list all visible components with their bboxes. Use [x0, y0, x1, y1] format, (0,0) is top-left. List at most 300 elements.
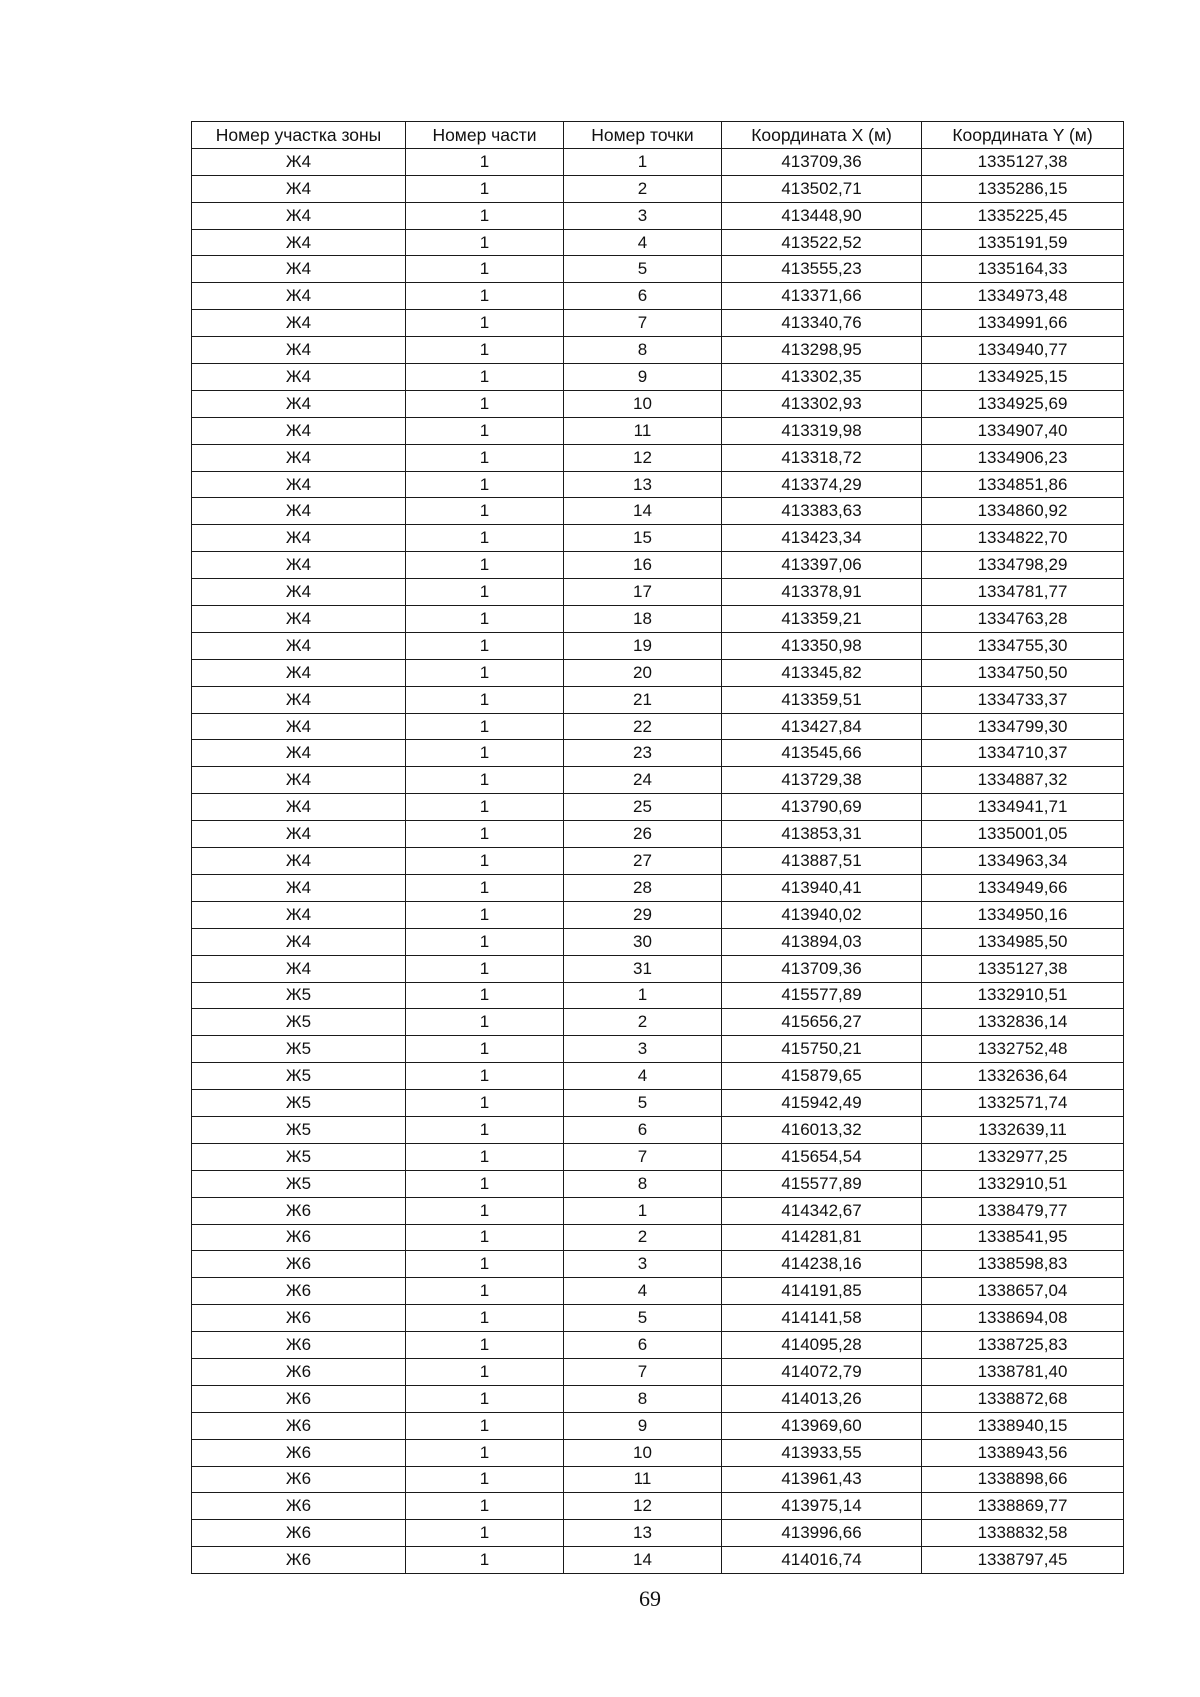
cell-zone-section: Ж5: [192, 982, 406, 1009]
cell-point-number: 3: [564, 1251, 722, 1278]
cell-point-number: 22: [564, 713, 722, 740]
cell-coordinate-y: 1334755,30: [922, 632, 1124, 659]
cell-zone-section: Ж4: [192, 471, 406, 498]
cell-coordinate-x: 413359,21: [722, 606, 922, 633]
cell-part-number: 1: [406, 848, 564, 875]
table-row: [192, 901, 1124, 928]
cell-coordinate-x: 413709,36: [722, 148, 922, 175]
cell-point-number: 3: [564, 202, 722, 229]
table-row: [192, 848, 1124, 875]
header-part-number: Номер части: [406, 122, 564, 149]
cell-point-number: 7: [564, 310, 722, 337]
cell-part-number: 1: [406, 1278, 564, 1305]
cell-coordinate-x: 415577,89: [722, 982, 922, 1009]
table-row: [192, 955, 1124, 982]
cell-point-number: 31: [564, 955, 722, 982]
cell-coordinate-y: 1338869,77: [922, 1493, 1124, 1520]
cell-part-number: 1: [406, 1466, 564, 1493]
cell-coordinate-y: 1338598,83: [922, 1251, 1124, 1278]
cell-coordinate-y: 1335191,59: [922, 229, 1124, 256]
cell-coordinate-x: 413427,84: [722, 713, 922, 740]
table-row: [192, 1224, 1124, 1251]
cell-part-number: 1: [406, 1009, 564, 1036]
cell-zone-section: Ж6: [192, 1385, 406, 1412]
table-row: [192, 982, 1124, 1009]
cell-part-number: 1: [406, 525, 564, 552]
cell-coordinate-x: 413359,51: [722, 686, 922, 713]
cell-coordinate-y: 1334733,37: [922, 686, 1124, 713]
table-row: [192, 1385, 1124, 1412]
cell-part-number: 1: [406, 471, 564, 498]
cell-coordinate-y: 1335286,15: [922, 175, 1124, 202]
cell-point-number: 5: [564, 256, 722, 283]
cell-coordinate-y: 1338694,08: [922, 1305, 1124, 1332]
cell-part-number: 1: [406, 1332, 564, 1359]
cell-coordinate-x: 413940,41: [722, 874, 922, 901]
cell-point-number: 29: [564, 901, 722, 928]
cell-point-number: 2: [564, 1009, 722, 1036]
cell-part-number: 1: [406, 794, 564, 821]
cell-zone-section: Ж4: [192, 767, 406, 794]
cell-coordinate-y: 1338940,15: [922, 1412, 1124, 1439]
cell-coordinate-x: 413423,34: [722, 525, 922, 552]
cell-zone-section: Ж5: [192, 1170, 406, 1197]
cell-point-number: 25: [564, 794, 722, 821]
cell-part-number: 1: [406, 1170, 564, 1197]
table-row: [192, 1358, 1124, 1385]
cell-part-number: 1: [406, 202, 564, 229]
cell-zone-section: Ж6: [192, 1358, 406, 1385]
cell-point-number: 10: [564, 1439, 722, 1466]
cell-coordinate-x: 413318,72: [722, 444, 922, 471]
cell-zone-section: Ж4: [192, 848, 406, 875]
cell-point-number: 1: [564, 148, 722, 175]
cell-coordinate-y: 1335225,45: [922, 202, 1124, 229]
table-row: [192, 417, 1124, 444]
cell-zone-section: Ж4: [192, 283, 406, 310]
cell-zone-section: Ж5: [192, 1009, 406, 1036]
table-row: [192, 1170, 1124, 1197]
cell-coordinate-x: 414191,85: [722, 1278, 922, 1305]
cell-coordinate-y: 1335127,38: [922, 148, 1124, 175]
table-row: [192, 1332, 1124, 1359]
cell-part-number: 1: [406, 901, 564, 928]
cell-zone-section: Ж4: [192, 794, 406, 821]
cell-coordinate-y: 1334940,77: [922, 337, 1124, 364]
cell-part-number: 1: [406, 1197, 564, 1224]
cell-part-number: 1: [406, 283, 564, 310]
cell-part-number: 1: [406, 1116, 564, 1143]
cell-point-number: 16: [564, 552, 722, 579]
cell-part-number: 1: [406, 632, 564, 659]
cell-zone-section: Ж4: [192, 659, 406, 686]
cell-point-number: 8: [564, 1385, 722, 1412]
cell-point-number: 30: [564, 928, 722, 955]
cell-coordinate-y: 1332836,14: [922, 1009, 1124, 1036]
cell-coordinate-y: 1334985,50: [922, 928, 1124, 955]
cell-point-number: 14: [564, 1547, 722, 1574]
cell-coordinate-y: 1332910,51: [922, 1170, 1124, 1197]
table-row: [192, 337, 1124, 364]
table-row: [192, 1493, 1124, 1520]
cell-coordinate-y: 1334991,66: [922, 310, 1124, 337]
cell-part-number: 1: [406, 955, 564, 982]
cell-part-number: 1: [406, 1063, 564, 1090]
table-row: [192, 202, 1124, 229]
cell-coordinate-y: 1335164,33: [922, 256, 1124, 283]
cell-zone-section: Ж4: [192, 579, 406, 606]
cell-point-number: 12: [564, 1493, 722, 1520]
table-row: [192, 794, 1124, 821]
table-row: [192, 1520, 1124, 1547]
cell-point-number: 14: [564, 498, 722, 525]
cell-point-number: 12: [564, 444, 722, 471]
cell-coordinate-y: 1338657,04: [922, 1278, 1124, 1305]
cell-part-number: 1: [406, 310, 564, 337]
table-row: [192, 713, 1124, 740]
table-row: [192, 821, 1124, 848]
cell-zone-section: Ж6: [192, 1547, 406, 1574]
cell-zone-section: Ж4: [192, 229, 406, 256]
cell-coordinate-y: 1335001,05: [922, 821, 1124, 848]
cell-coordinate-y: 1334860,92: [922, 498, 1124, 525]
cell-part-number: 1: [406, 1412, 564, 1439]
cell-zone-section: Ж4: [192, 498, 406, 525]
cell-coordinate-y: 1334925,69: [922, 390, 1124, 417]
cell-coordinate-y: 1334941,71: [922, 794, 1124, 821]
cell-part-number: 1: [406, 1439, 564, 1466]
cell-coordinate-x: 413319,98: [722, 417, 922, 444]
cell-point-number: 15: [564, 525, 722, 552]
cell-point-number: 18: [564, 606, 722, 633]
cell-coordinate-y: 1334710,37: [922, 740, 1124, 767]
cell-point-number: 2: [564, 175, 722, 202]
page-number: 69: [639, 1586, 661, 1611]
cell-zone-section: Ж5: [192, 1090, 406, 1117]
cell-zone-section: Ж6: [192, 1332, 406, 1359]
table-body: [192, 148, 1124, 1573]
cell-coordinate-y: 1338943,56: [922, 1439, 1124, 1466]
cell-coordinate-x: 414281,81: [722, 1224, 922, 1251]
cell-point-number: 7: [564, 1143, 722, 1170]
table-row: [192, 1036, 1124, 1063]
cell-part-number: 1: [406, 1143, 564, 1170]
cell-point-number: 9: [564, 364, 722, 391]
cell-zone-section: Ж4: [192, 444, 406, 471]
table-row: [192, 525, 1124, 552]
table-row: [192, 928, 1124, 955]
cell-zone-section: Ж4: [192, 417, 406, 444]
cell-coordinate-x: 416013,32: [722, 1116, 922, 1143]
cell-coordinate-x: 413378,91: [722, 579, 922, 606]
cell-coordinate-x: 413933,55: [722, 1439, 922, 1466]
cell-coordinate-x: 413996,66: [722, 1520, 922, 1547]
table-row: [192, 310, 1124, 337]
cell-coordinate-x: 415879,65: [722, 1063, 922, 1090]
table-row: [192, 283, 1124, 310]
cell-zone-section: Ж5: [192, 1116, 406, 1143]
cell-zone-section: Ж4: [192, 310, 406, 337]
cell-zone-section: Ж6: [192, 1439, 406, 1466]
cell-point-number: 8: [564, 1170, 722, 1197]
cell-coordinate-x: 413371,66: [722, 283, 922, 310]
cell-coordinate-y: 1334822,70: [922, 525, 1124, 552]
cell-part-number: 1: [406, 1090, 564, 1117]
cell-part-number: 1: [406, 256, 564, 283]
cell-point-number: 26: [564, 821, 722, 848]
cell-coordinate-x: 413522,52: [722, 229, 922, 256]
table-row: [192, 1009, 1124, 1036]
cell-part-number: 1: [406, 1224, 564, 1251]
cell-part-number: 1: [406, 337, 564, 364]
cell-part-number: 1: [406, 417, 564, 444]
cell-zone-section: Ж5: [192, 1143, 406, 1170]
cell-coordinate-x: 415942,49: [722, 1090, 922, 1117]
cell-coordinate-x: 414342,67: [722, 1197, 922, 1224]
cell-coordinate-x: 413545,66: [722, 740, 922, 767]
cell-part-number: 1: [406, 444, 564, 471]
cell-coordinate-y: 1332977,25: [922, 1143, 1124, 1170]
table-row: [192, 1063, 1124, 1090]
table-row: [192, 767, 1124, 794]
table-row: [192, 1439, 1124, 1466]
cell-part-number: 1: [406, 1385, 564, 1412]
cell-coordinate-y: 1338797,45: [922, 1547, 1124, 1574]
cell-part-number: 1: [406, 713, 564, 740]
cell-coordinate-x: 413345,82: [722, 659, 922, 686]
cell-coordinate-y: 1338832,58: [922, 1520, 1124, 1547]
cell-coordinate-x: 413709,36: [722, 955, 922, 982]
cell-zone-section: Ж6: [192, 1520, 406, 1547]
cell-coordinate-y: 1334973,48: [922, 283, 1124, 310]
cell-coordinate-x: 413302,93: [722, 390, 922, 417]
table-row: [192, 1278, 1124, 1305]
cell-point-number: 4: [564, 1278, 722, 1305]
cell-part-number: 1: [406, 1493, 564, 1520]
cell-zone-section: Ж6: [192, 1412, 406, 1439]
cell-point-number: 1: [564, 982, 722, 1009]
cell-zone-section: Ж5: [192, 1036, 406, 1063]
table-row: [192, 1412, 1124, 1439]
cell-zone-section: Ж4: [192, 606, 406, 633]
cell-point-number: 24: [564, 767, 722, 794]
cell-zone-section: Ж4: [192, 821, 406, 848]
table-row: [192, 364, 1124, 391]
cell-part-number: 1: [406, 740, 564, 767]
table-row: [192, 175, 1124, 202]
cell-point-number: 6: [564, 283, 722, 310]
table-row: [192, 498, 1124, 525]
cell-zone-section: Ж4: [192, 713, 406, 740]
table-row: [192, 552, 1124, 579]
cell-part-number: 1: [406, 606, 564, 633]
cell-point-number: 17: [564, 579, 722, 606]
table-row: [192, 632, 1124, 659]
cell-point-number: 2: [564, 1224, 722, 1251]
table-row: [192, 256, 1124, 283]
header-coordinate-y: Координата Y (м): [922, 122, 1124, 149]
cell-coordinate-y: 1332639,11: [922, 1116, 1124, 1143]
cell-coordinate-x: 413397,06: [722, 552, 922, 579]
cell-coordinate-y: 1334750,50: [922, 659, 1124, 686]
cell-point-number: 8: [564, 337, 722, 364]
cell-zone-section: Ж4: [192, 202, 406, 229]
cell-coordinate-x: 413302,35: [722, 364, 922, 391]
cell-coordinate-y: 1332910,51: [922, 982, 1124, 1009]
cell-coordinate-x: 414141,58: [722, 1305, 922, 1332]
cell-point-number: 28: [564, 874, 722, 901]
cell-point-number: 10: [564, 390, 722, 417]
header-coordinate-x: Координата X (м): [722, 122, 922, 149]
cell-part-number: 1: [406, 1547, 564, 1574]
cell-zone-section: Ж4: [192, 337, 406, 364]
cell-coordinate-x: 414238,16: [722, 1251, 922, 1278]
cell-zone-section: Ж6: [192, 1224, 406, 1251]
cell-part-number: 1: [406, 1520, 564, 1547]
table-row: [192, 686, 1124, 713]
cell-zone-section: Ж4: [192, 148, 406, 175]
table-header-row: [192, 122, 1124, 149]
cell-part-number: 1: [406, 686, 564, 713]
cell-part-number: 1: [406, 874, 564, 901]
table-row: [192, 390, 1124, 417]
cell-part-number: 1: [406, 659, 564, 686]
cell-coordinate-x: 414013,26: [722, 1385, 922, 1412]
cell-part-number: 1: [406, 982, 564, 1009]
cell-coordinate-x: 413894,03: [722, 928, 922, 955]
table-row: [192, 1090, 1124, 1117]
cell-coordinate-x: 413502,71: [722, 175, 922, 202]
cell-coordinate-x: 415654,54: [722, 1143, 922, 1170]
cell-coordinate-y: 1338479,77: [922, 1197, 1124, 1224]
cell-coordinate-x: 413790,69: [722, 794, 922, 821]
table-row: [192, 229, 1124, 256]
cell-zone-section: Ж6: [192, 1305, 406, 1332]
cell-zone-section: Ж4: [192, 175, 406, 202]
cell-coordinate-x: 413853,31: [722, 821, 922, 848]
cell-point-number: 13: [564, 471, 722, 498]
cell-coordinate-x: 413340,76: [722, 310, 922, 337]
cell-coordinate-x: 413940,02: [722, 901, 922, 928]
cell-point-number: 4: [564, 229, 722, 256]
cell-point-number: 20: [564, 659, 722, 686]
cell-coordinate-y: 1332571,74: [922, 1090, 1124, 1117]
cell-part-number: 1: [406, 1358, 564, 1385]
header-zone-section: Номер участка зоны: [192, 122, 406, 149]
table-row: [192, 1305, 1124, 1332]
cell-point-number: 6: [564, 1332, 722, 1359]
cell-coordinate-x: 415750,21: [722, 1036, 922, 1063]
cell-coordinate-y: 1334950,16: [922, 901, 1124, 928]
cell-coordinate-y: 1334907,40: [922, 417, 1124, 444]
cell-coordinate-x: 415656,27: [722, 1009, 922, 1036]
table-row: [192, 659, 1124, 686]
cell-coordinate-y: 1332636,64: [922, 1063, 1124, 1090]
cell-zone-section: Ж4: [192, 632, 406, 659]
cell-zone-section: Ж6: [192, 1251, 406, 1278]
cell-zone-section: Ж4: [192, 390, 406, 417]
cell-point-number: 5: [564, 1090, 722, 1117]
cell-coordinate-x: 413887,51: [722, 848, 922, 875]
cell-coordinate-x: 413448,90: [722, 202, 922, 229]
cell-point-number: 11: [564, 417, 722, 444]
cell-zone-section: Ж4: [192, 955, 406, 982]
table-row: [192, 148, 1124, 175]
cell-coordinate-x: 413555,23: [722, 256, 922, 283]
cell-coordinate-y: 1338541,95: [922, 1224, 1124, 1251]
cell-coordinate-x: 414072,79: [722, 1358, 922, 1385]
table-row: [192, 606, 1124, 633]
cell-coordinate-y: 1334906,23: [922, 444, 1124, 471]
cell-zone-section: Ж4: [192, 525, 406, 552]
cell-zone-section: Ж4: [192, 552, 406, 579]
cell-part-number: 1: [406, 767, 564, 794]
cell-point-number: 19: [564, 632, 722, 659]
cell-coordinate-y: 1338872,68: [922, 1385, 1124, 1412]
cell-coordinate-y: 1334887,32: [922, 767, 1124, 794]
table-row: [192, 1143, 1124, 1170]
cell-zone-section: Ж4: [192, 928, 406, 955]
cell-coordinate-y: 1335127,38: [922, 955, 1124, 982]
cell-coordinate-y: 1338898,66: [922, 1466, 1124, 1493]
cell-point-number: 6: [564, 1116, 722, 1143]
cell-zone-section: Ж6: [192, 1466, 406, 1493]
cell-coordinate-y: 1334851,86: [922, 471, 1124, 498]
cell-part-number: 1: [406, 390, 564, 417]
cell-part-number: 1: [406, 498, 564, 525]
cell-zone-section: Ж5: [192, 1063, 406, 1090]
cell-part-number: 1: [406, 229, 564, 256]
cell-point-number: 3: [564, 1036, 722, 1063]
table-row: [192, 1547, 1124, 1574]
cell-point-number: 21: [564, 686, 722, 713]
cell-part-number: 1: [406, 1305, 564, 1332]
cell-coordinate-x: 415577,89: [722, 1170, 922, 1197]
table-row: [192, 1466, 1124, 1493]
table-row: [192, 1116, 1124, 1143]
coordinates-table: [191, 121, 1124, 1574]
cell-part-number: 1: [406, 148, 564, 175]
cell-coordinate-y: 1338781,40: [922, 1358, 1124, 1385]
cell-part-number: 1: [406, 175, 564, 202]
cell-part-number: 1: [406, 364, 564, 391]
cell-part-number: 1: [406, 821, 564, 848]
cell-zone-section: Ж4: [192, 740, 406, 767]
table-row: [192, 579, 1124, 606]
cell-part-number: 1: [406, 552, 564, 579]
cell-zone-section: Ж4: [192, 364, 406, 391]
cell-part-number: 1: [406, 928, 564, 955]
cell-point-number: 13: [564, 1520, 722, 1547]
cell-zone-section: Ж4: [192, 686, 406, 713]
cell-coordinate-y: 1334949,66: [922, 874, 1124, 901]
cell-coordinate-y: 1334781,77: [922, 579, 1124, 606]
cell-coordinate-y: 1334963,34: [922, 848, 1124, 875]
table-row: [192, 471, 1124, 498]
cell-point-number: 27: [564, 848, 722, 875]
table-row: [192, 1251, 1124, 1278]
cell-coordinate-x: 413298,95: [722, 337, 922, 364]
cell-point-number: 7: [564, 1358, 722, 1385]
cell-point-number: 1: [564, 1197, 722, 1224]
cell-coordinate-y: 1338725,83: [922, 1332, 1124, 1359]
cell-point-number: 4: [564, 1063, 722, 1090]
cell-part-number: 1: [406, 579, 564, 606]
cell-coordinate-x: 413975,14: [722, 1493, 922, 1520]
table-row: [192, 444, 1124, 471]
cell-zone-section: Ж6: [192, 1278, 406, 1305]
cell-zone-section: Ж6: [192, 1493, 406, 1520]
